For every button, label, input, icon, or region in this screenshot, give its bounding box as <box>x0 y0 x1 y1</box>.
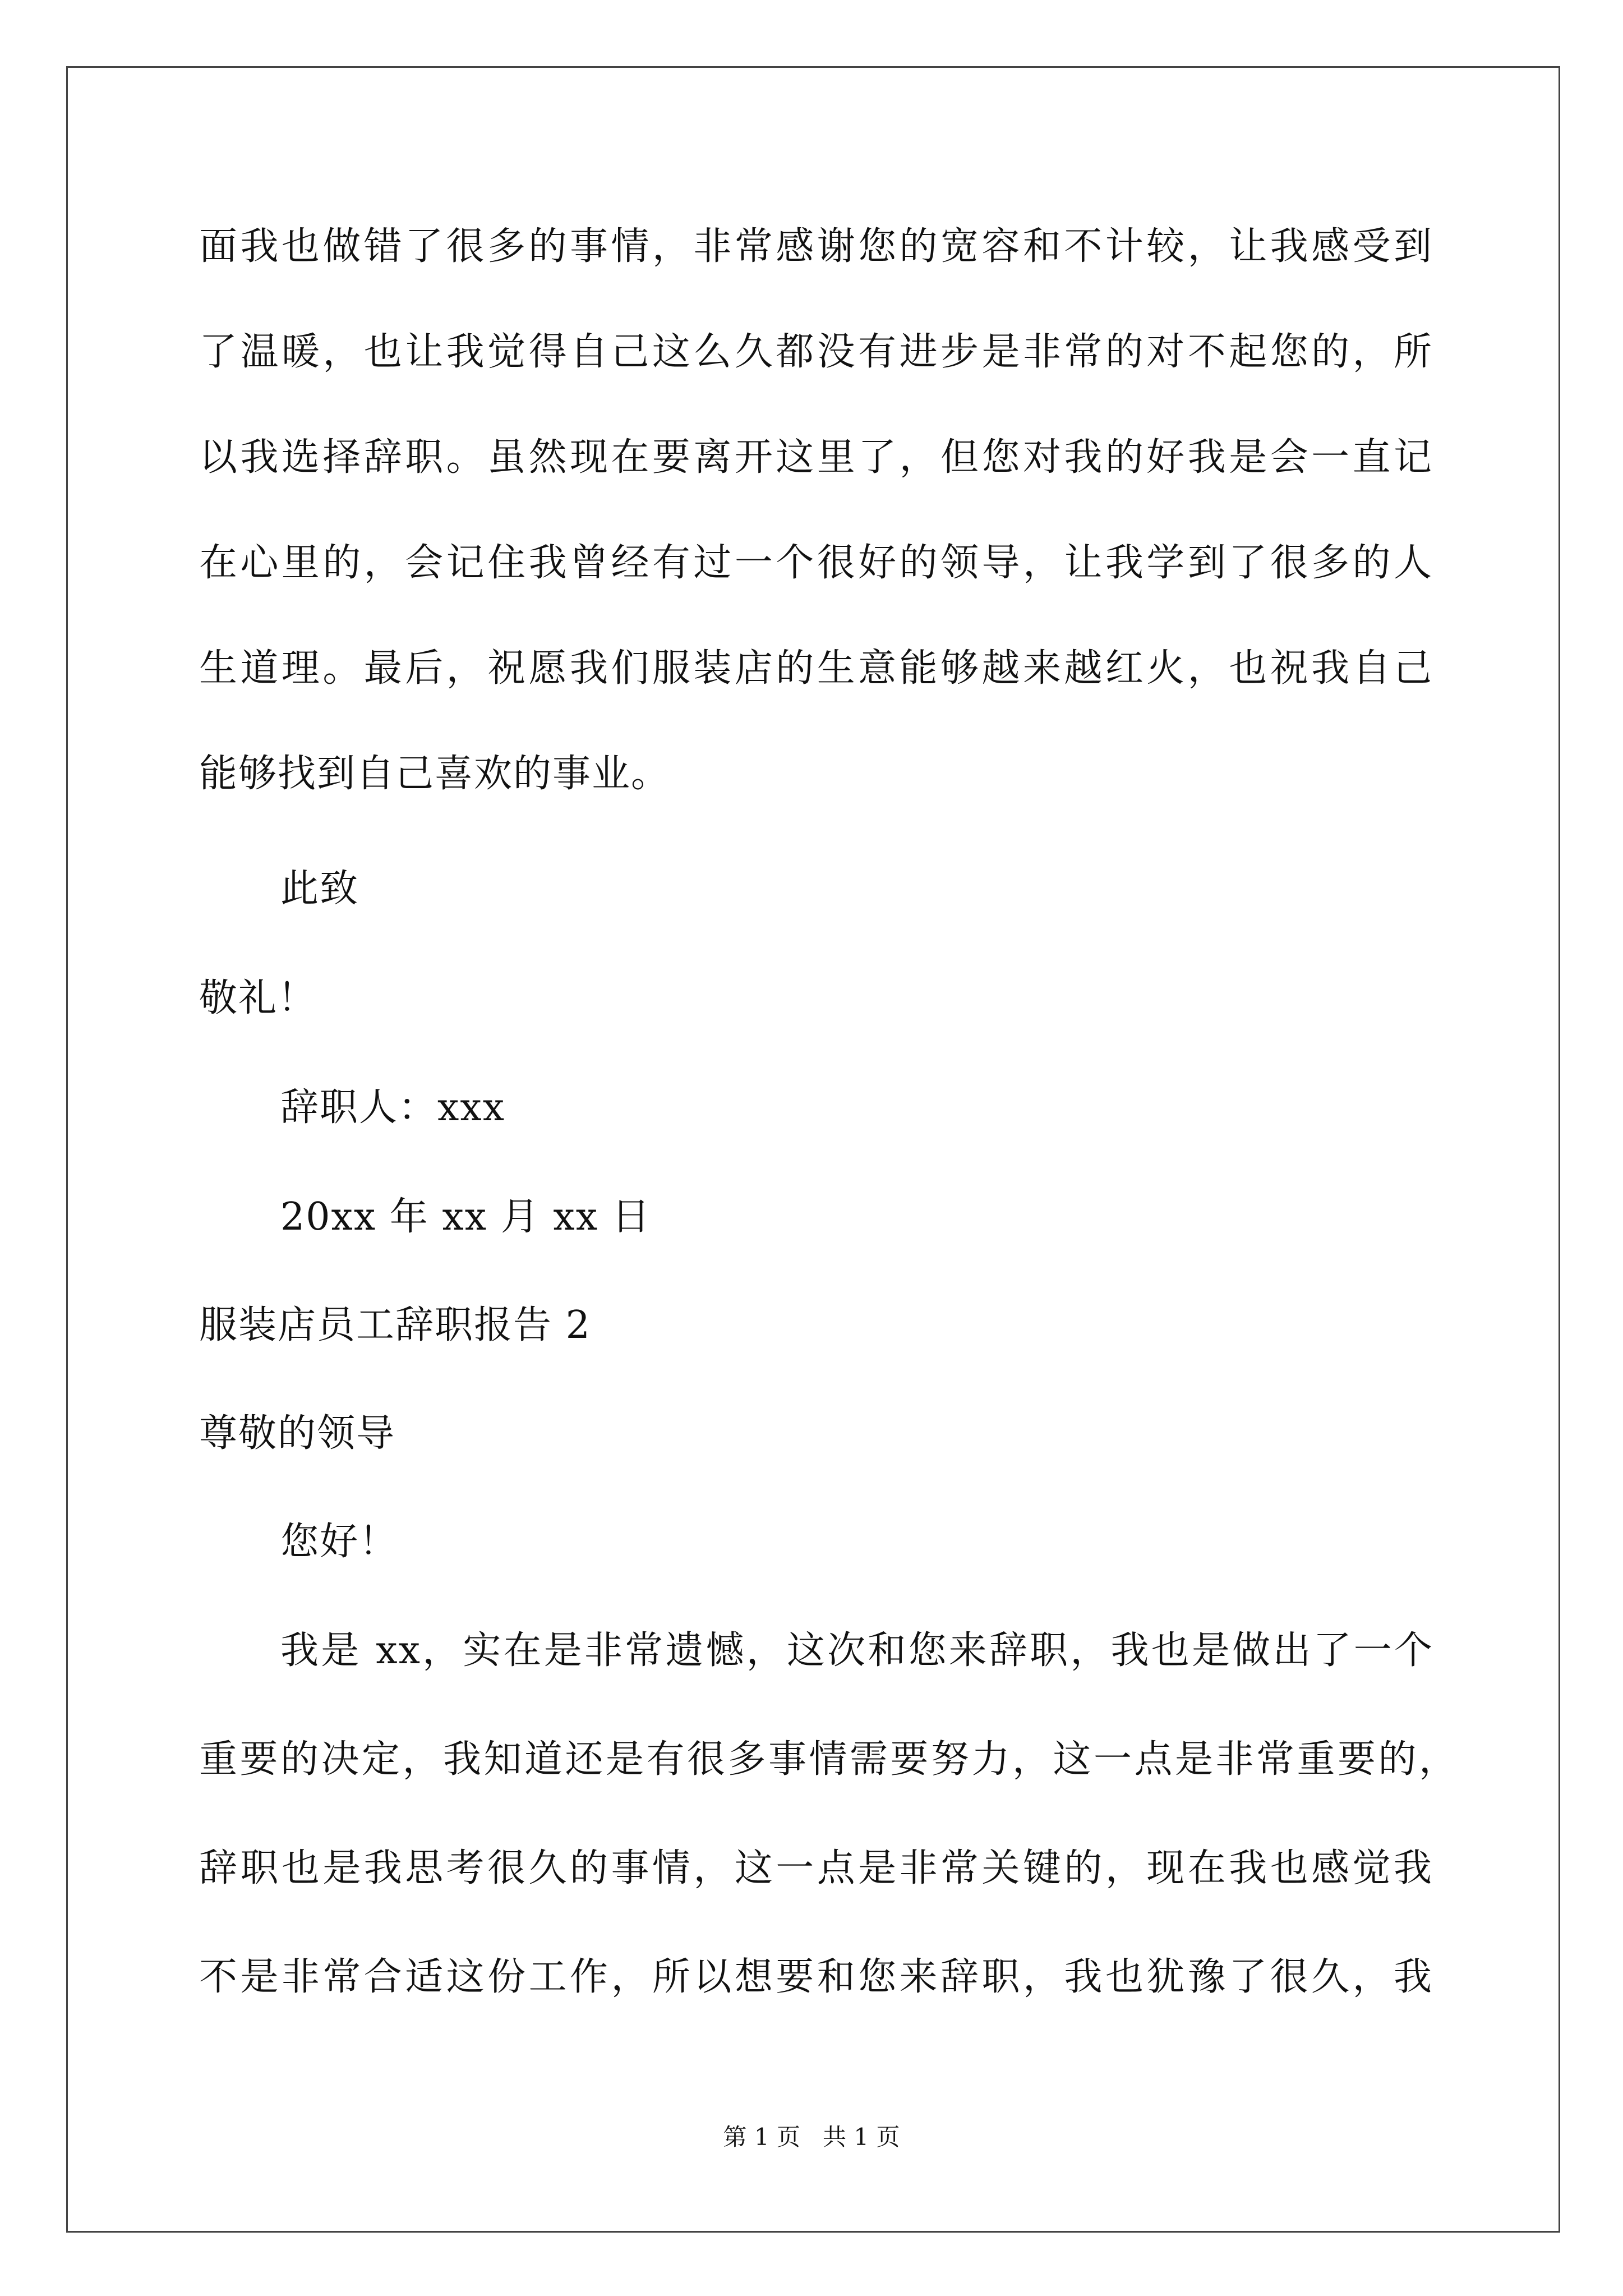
signature-name: 辞职人：xxx <box>280 1085 506 1130</box>
paragraph-line: 不是非常合适这份工作，所以想要和您来辞职，我也犹豫了很久，我 <box>199 1955 1433 1999</box>
paragraph-line: 了温暖，也让我觉得自己这么久都没有进步是非常的对不起您的，所 <box>199 330 1433 374</box>
closing-salutation: 此致 <box>280 867 359 911</box>
greeting-recipient: 尊敬的领导 <box>199 1411 396 1456</box>
paragraph-line: 面我也做错了很多的事情，非常感谢您的宽容和不计较，让我感受到 <box>199 224 1433 269</box>
paragraph-line: 生道理。最后，祝愿我们服装店的生意能够越来越红火，也祝我自己 <box>199 646 1433 691</box>
section-title: 服装店员工辞职报告 2 <box>199 1303 591 1347</box>
paragraph-line: 辞职也是我思考很久的事情，这一点是非常关键的，现在我也感觉我 <box>199 1846 1433 1890</box>
closing-regards: 敬礼！ <box>199 976 317 1020</box>
paragraph-line: 能够找到自己喜欢的事业。 <box>199 752 671 796</box>
paragraph-line: 重要的决定，我知道还是有很多事情需要努力，这一点是非常重要的， <box>199 1737 1458 1782</box>
signature-date: 20xx 年 xx 月 xx 日 <box>280 1195 651 1239</box>
page-number-footer: 第 1 页 共 1 页 <box>723 2123 900 2151</box>
paragraph-line: 在心里的，会记住我曾经有过一个很好的领导，让我学到了很多的人 <box>199 541 1433 585</box>
page-border <box>66 66 1560 2233</box>
greeting: 您好！ <box>280 1520 399 1564</box>
paragraph-line: 我是 xx，实在是非常遗憾，这次和您来辞职，我也是做出了一个 <box>280 1628 1433 1673</box>
paragraph-line: 以我选择辞职。虽然现在要离开这里了，但您对我的好我是会一直记 <box>199 435 1433 480</box>
